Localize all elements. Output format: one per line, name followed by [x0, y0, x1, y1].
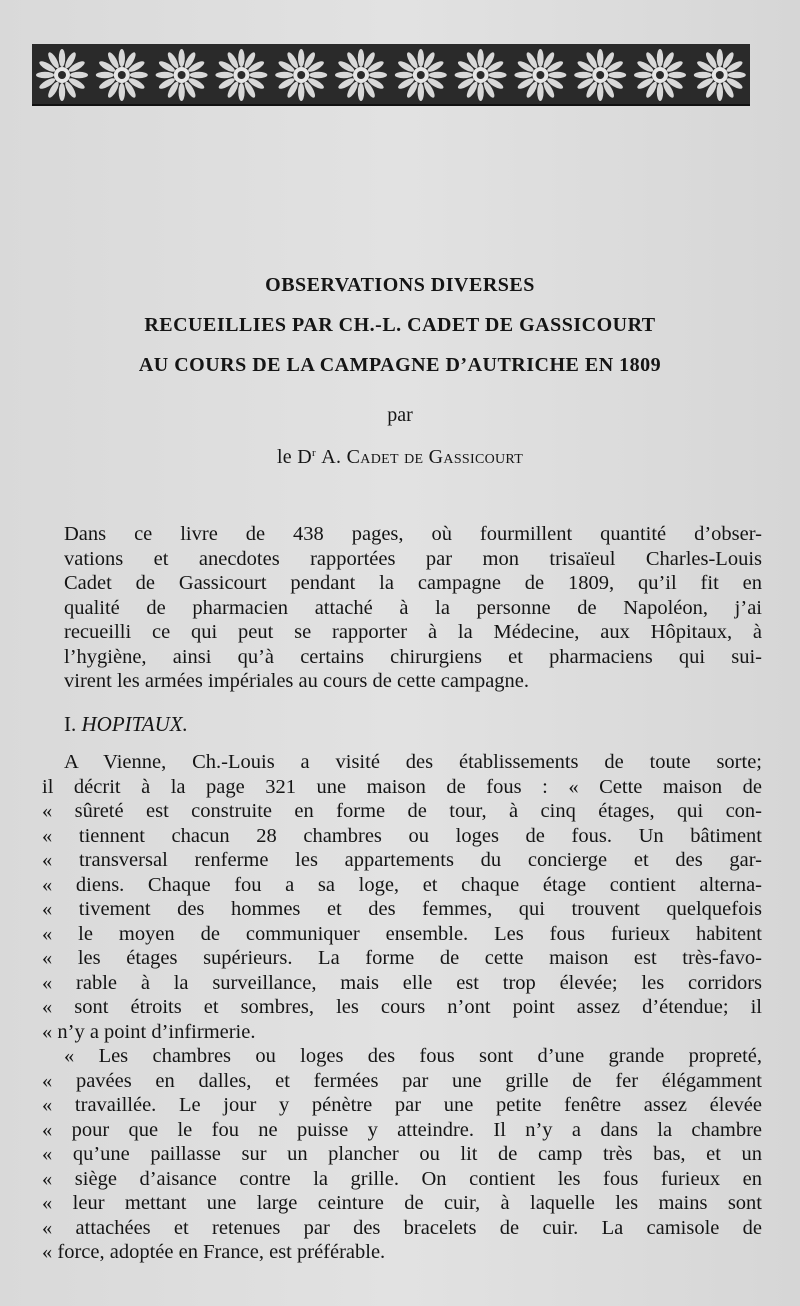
text-line: « travaillée. Le jour y pénètre par une petite fenêtre assez élevée [42, 1094, 762, 1116]
author-line [0, 446, 800, 469]
byline-par: par [387, 404, 413, 426]
decorative-border-ornament [32, 44, 750, 106]
section-number: I. [64, 712, 77, 736]
title-line-2: RECUEILLIES PAR CH.-L. CADET DE GASSICOURT [144, 314, 656, 336]
text-line: « transversal renferme les appartements du concierge et des gar- [42, 849, 762, 871]
author-name: A. Cadet de Gassicourt [321, 446, 524, 468]
title-line-1: OBSERVATIONS DIVERSES [265, 274, 535, 296]
text-line: virent les armées impériales au cours de cette campagne. [64, 670, 530, 692]
text-line: « pour que le fou ne puisse y atteindre. Il n’y a dans la chambre [42, 1118, 762, 1141]
text-line: « le moyen de communiquer ensemble. Les fous furieux habitent [42, 922, 762, 945]
text-line: « qu’une paillasse sur un plancher ou lit de camp très bas, et un [42, 1143, 762, 1165]
text-line: « les étages supérieurs. La forme de cette maison est très-favo- [42, 947, 762, 969]
text-line: « sont étroits et sombres, les cours n’ont point assez d’étendue; il [42, 996, 762, 1018]
author-prefix: le D [276, 446, 313, 468]
section-title: HOPITAUX. [81, 712, 188, 736]
text-line: « diens. Chaque fou a sa loge, et chaque étage contient alterna- [42, 873, 762, 896]
text-line: recueilli ce qui peut se rapporter à la Médecine, aux Hôpitaux, à [64, 621, 762, 643]
text-line: « force, adoptée en France, est préférable. [42, 1241, 386, 1263]
text-line: il décrit à la page 321 une maison de fous : « Cette maison de [42, 775, 762, 798]
text-line: l’hygiène, ainsi qu’à certains chirurgiens et pharmaciens qui sui- [64, 645, 762, 668]
text-line: vations et anecdotes rapportées par mon trisaïeul Charles-Louis [64, 547, 762, 570]
section-heading [64, 712, 188, 737]
text-line: « sûreté est construite en forme de tour, à cinq étages, qui con- [42, 800, 762, 822]
section-text [42, 750, 762, 1265]
text-line: « n’y a point d’infirmerie. [42, 1020, 256, 1043]
intro-paragraph [42, 522, 762, 694]
text-line: « tiennent chacun 28 chambres ou loges de fous. Un bâtiment [42, 824, 762, 847]
text-line: « tivement des hommes et des femmes, qui trouvent quelquefois [42, 898, 762, 920]
title-line-3: AU COURS DE LA CAMPAGNE D’AUTRICHE EN 1809 [138, 354, 662, 376]
text-line: « rable à la surveillance, mais elle est trop élevée; les corridors [42, 971, 762, 994]
author-prefix-sup: r [312, 447, 316, 459]
text-line: « attachées et retenues par des bracelets de cuir. La camisole de [42, 1216, 762, 1239]
text-line: A Vienne, Ch.-Louis a visité des établissements de toute sorte; [64, 751, 762, 773]
text-line: « pavées en dalles, et fermées par une grille de fer élégamment [42, 1069, 762, 1092]
text-line: « Les chambres ou loges des fous sont d’une grande propreté, [64, 1045, 762, 1067]
text-line: « siège d’aisance contre la grille. On contient les fous furieux en [42, 1167, 762, 1190]
text-line: « leur mettant une large ceinture de cuir, à laquelle les mains sont [42, 1192, 762, 1214]
text-line: Cadet de Gassicourt pendant la campagne de 1809, qu’il fit en [64, 572, 762, 594]
text-line: Dans ce livre de 438 pages, où fourmillent quantité d’obser- [64, 523, 762, 545]
text-line: qualité de pharmacien attaché à la personne de Napoléon, j’ai [64, 596, 762, 619]
